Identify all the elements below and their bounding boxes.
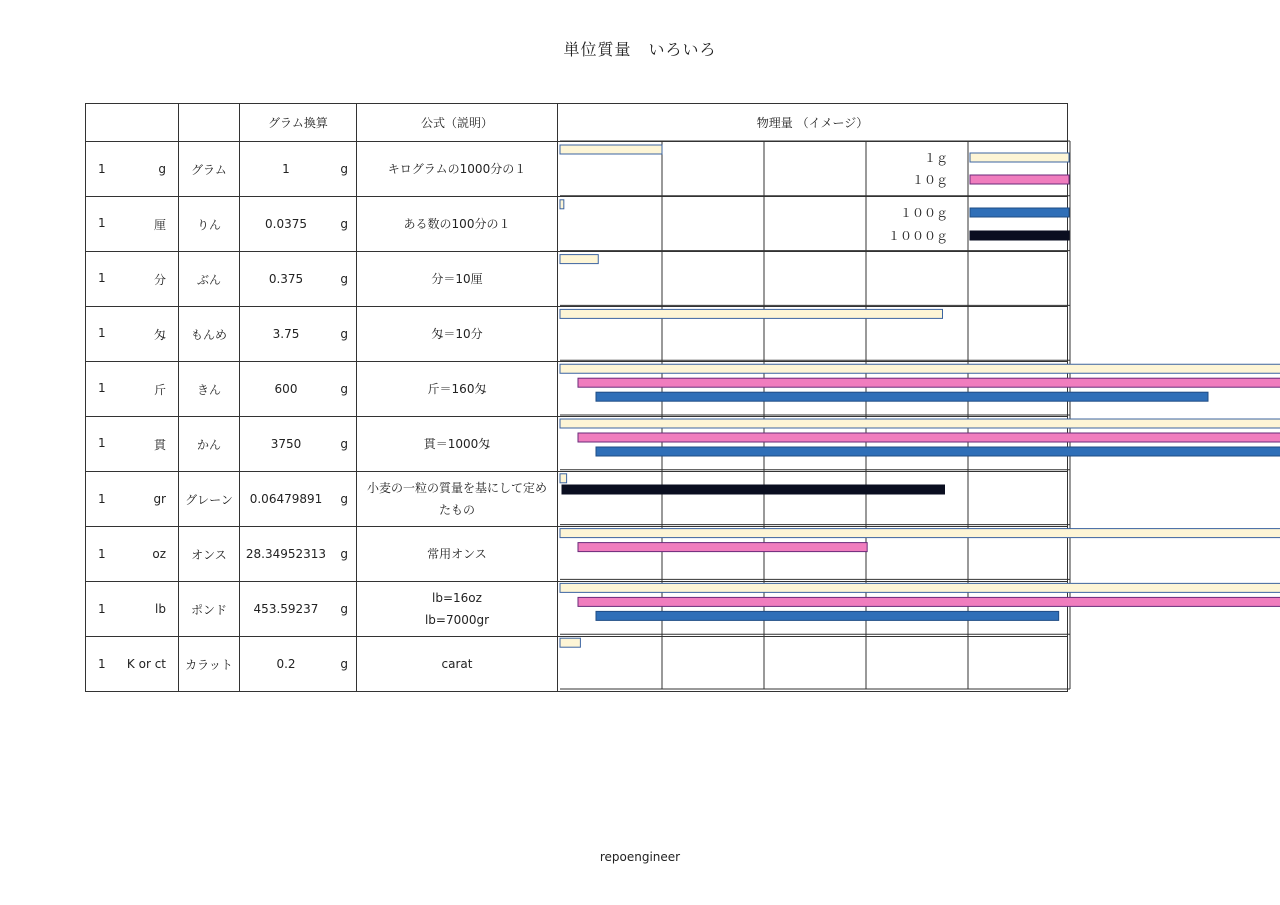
- unit-reading: りん: [179, 197, 240, 252]
- bar-匁-1g: [560, 309, 943, 318]
- gram-value: 453.59237: [253, 602, 319, 616]
- gram-value: 0.0375: [265, 217, 307, 231]
- formula-line-1: 小麦の一粒の質量を基にして定め: [366, 481, 547, 495]
- formula-line-1: 分＝10厘: [431, 272, 483, 286]
- formula-line-1: lb=16oz: [432, 591, 482, 605]
- gram-conversion-cell: [240, 252, 357, 307]
- unit-reading: グラム: [179, 142, 240, 197]
- formula-cell: [357, 307, 558, 362]
- unit-reading: きん: [179, 362, 240, 417]
- unit-quantity-cell: [86, 417, 179, 472]
- bar-g-1g: [560, 145, 662, 154]
- legend-label: １ｇ: [923, 151, 948, 165]
- unit-reading: もんめ: [179, 307, 240, 362]
- formula-cell: [357, 417, 558, 472]
- unit-count: 1: [98, 215, 106, 230]
- gram-conversion-cell: [240, 472, 357, 527]
- formula-line-1: キログラムの1000分の１: [387, 162, 527, 176]
- header-col-chart: 物理量 （イメージ）: [558, 104, 1068, 142]
- gram-value: 28.34952313: [245, 547, 327, 561]
- bar-K or ct-1g: [560, 638, 580, 647]
- bar-貫-1000g: [562, 485, 945, 494]
- unit-quantity-cell: [86, 252, 179, 307]
- bar-gr-1g: [560, 474, 567, 483]
- gram-unit: g: [340, 437, 348, 451]
- formula-cell: [357, 142, 558, 197]
- bar-lb-10g: [578, 597, 1280, 606]
- unit-symbol: gr: [153, 492, 166, 506]
- gram-value: 3750: [270, 437, 302, 451]
- unit-reading: ぶん: [179, 252, 240, 307]
- gram-conversion-cell: [240, 142, 357, 197]
- formula-cell: [357, 472, 558, 527]
- formula-cell: [357, 252, 558, 307]
- unit-symbol: oz: [152, 547, 166, 561]
- unit-quantity-cell: [86, 527, 179, 582]
- bar-chart: [560, 141, 1160, 690]
- unit-quantity-cell: [86, 472, 179, 527]
- gram-value: 3.75: [272, 327, 300, 341]
- bar-lb-1g: [560, 583, 1280, 592]
- legend-label: １０００ｇ: [887, 229, 948, 243]
- bar-貫-1g: [560, 419, 1280, 428]
- unit-reading: ポンド: [179, 582, 240, 637]
- formula-line-2: lb=7000gr: [424, 613, 490, 627]
- gram-value: 0.375: [268, 272, 304, 286]
- header-row: [86, 104, 1068, 142]
- bar-分-1g: [560, 255, 598, 264]
- gram-unit: g: [340, 382, 348, 396]
- gram-value: 0.2: [276, 657, 296, 671]
- unit-count: 1: [98, 602, 106, 616]
- formula-cell: [357, 582, 558, 637]
- formula-line-1: 斤＝160匁: [427, 382, 487, 396]
- bar-斤-1g: [560, 364, 1280, 373]
- legend-swatch: [970, 208, 1069, 217]
- unit-quantity-cell: [86, 197, 179, 252]
- unit-count: 1: [98, 325, 106, 340]
- unit-quantity-cell: [86, 582, 179, 637]
- formula-line-1: 貫＝1000匁: [423, 437, 491, 451]
- unit-reading: オンス: [179, 527, 240, 582]
- formula-cell: [357, 527, 558, 582]
- gram-unit: g: [340, 547, 348, 561]
- formula-cell: [357, 197, 558, 252]
- gram-unit: g: [340, 272, 348, 286]
- page-title: 単位質量 いろいろ: [563, 40, 717, 59]
- unit-quantity-cell: [86, 307, 179, 362]
- formula-line-1: 常用オンス: [427, 547, 487, 561]
- legend-swatch: [970, 175, 1069, 184]
- unit-symbol: 匁: [153, 327, 166, 342]
- unit-reading: かん: [179, 417, 240, 472]
- unit-count: 1: [98, 435, 106, 450]
- unit-reading: グレーン: [179, 472, 240, 527]
- gram-unit: g: [340, 657, 348, 671]
- bar-厘-1g: [560, 200, 564, 209]
- unit-symbol: 斤: [153, 382, 166, 397]
- unit-count: 1: [98, 657, 106, 671]
- gram-unit: g: [340, 492, 348, 506]
- gram-unit: g: [340, 327, 348, 341]
- unit-count: 1: [98, 270, 106, 285]
- gram-value: 1: [282, 162, 290, 176]
- formula-line-1: 匁＝10分: [431, 327, 483, 341]
- gram-conversion-cell: [240, 307, 357, 362]
- unit-symbol: 厘: [153, 217, 166, 232]
- gram-conversion-cell: [240, 417, 357, 472]
- gram-conversion-cell: [240, 362, 357, 417]
- gram-conversion-cell: [240, 527, 357, 582]
- bar-斤-100g: [596, 392, 1208, 401]
- gram-conversion-cell: [240, 637, 357, 692]
- formula-line-1: carat: [441, 657, 473, 671]
- gram-unit: g: [340, 162, 348, 176]
- gram-conversion-cell: [240, 582, 357, 637]
- gram-conversion-cell: [240, 197, 357, 252]
- unit-reading: カラット: [179, 637, 240, 692]
- header-col-count: [86, 104, 179, 142]
- unit-symbol: lb: [155, 602, 166, 616]
- legend-label: １０ｇ: [911, 173, 948, 187]
- unit-quantity-cell: [86, 142, 179, 197]
- bar-貫-100g: [596, 447, 1280, 456]
- header-col-formula: 公式（説明）: [357, 104, 558, 142]
- unit-symbol: 貫: [153, 437, 166, 452]
- bar-斤-10g: [578, 378, 1280, 387]
- formula-cell: [357, 362, 558, 417]
- unit-count: 1: [98, 547, 106, 561]
- bar-lb-100g: [596, 611, 1059, 620]
- gram-value: 0.06479891: [249, 492, 323, 506]
- legend-swatch: [970, 231, 1069, 240]
- bar-oz-10g: [578, 543, 867, 552]
- unit-symbol: K or ct: [126, 657, 166, 671]
- unit-quantity-cell: [86, 362, 179, 417]
- header-col-grams: グラム換算: [240, 104, 357, 142]
- formula-line-1: ある数の100分の１: [403, 217, 511, 231]
- unit-count: 1: [98, 492, 106, 506]
- unit-quantity-cell: [86, 637, 179, 692]
- gram-value: 600: [274, 382, 298, 396]
- legend-swatch: [970, 153, 1069, 162]
- gram-unit: g: [340, 602, 348, 616]
- formula-line-2: たもの: [438, 503, 475, 517]
- bar-貫-10g: [578, 433, 1280, 442]
- header-col-reading: [179, 104, 240, 142]
- unit-symbol: g: [158, 162, 166, 176]
- formula-cell: [357, 637, 558, 692]
- unit-symbol: 分: [153, 272, 166, 287]
- footer-author: repoengineer: [599, 850, 681, 864]
- unit-count: 1: [98, 162, 106, 176]
- legend-label: １００ｇ: [899, 206, 948, 220]
- gram-unit: g: [340, 217, 348, 231]
- unit-count: 1: [98, 380, 106, 395]
- bar-oz-1g: [560, 529, 1280, 538]
